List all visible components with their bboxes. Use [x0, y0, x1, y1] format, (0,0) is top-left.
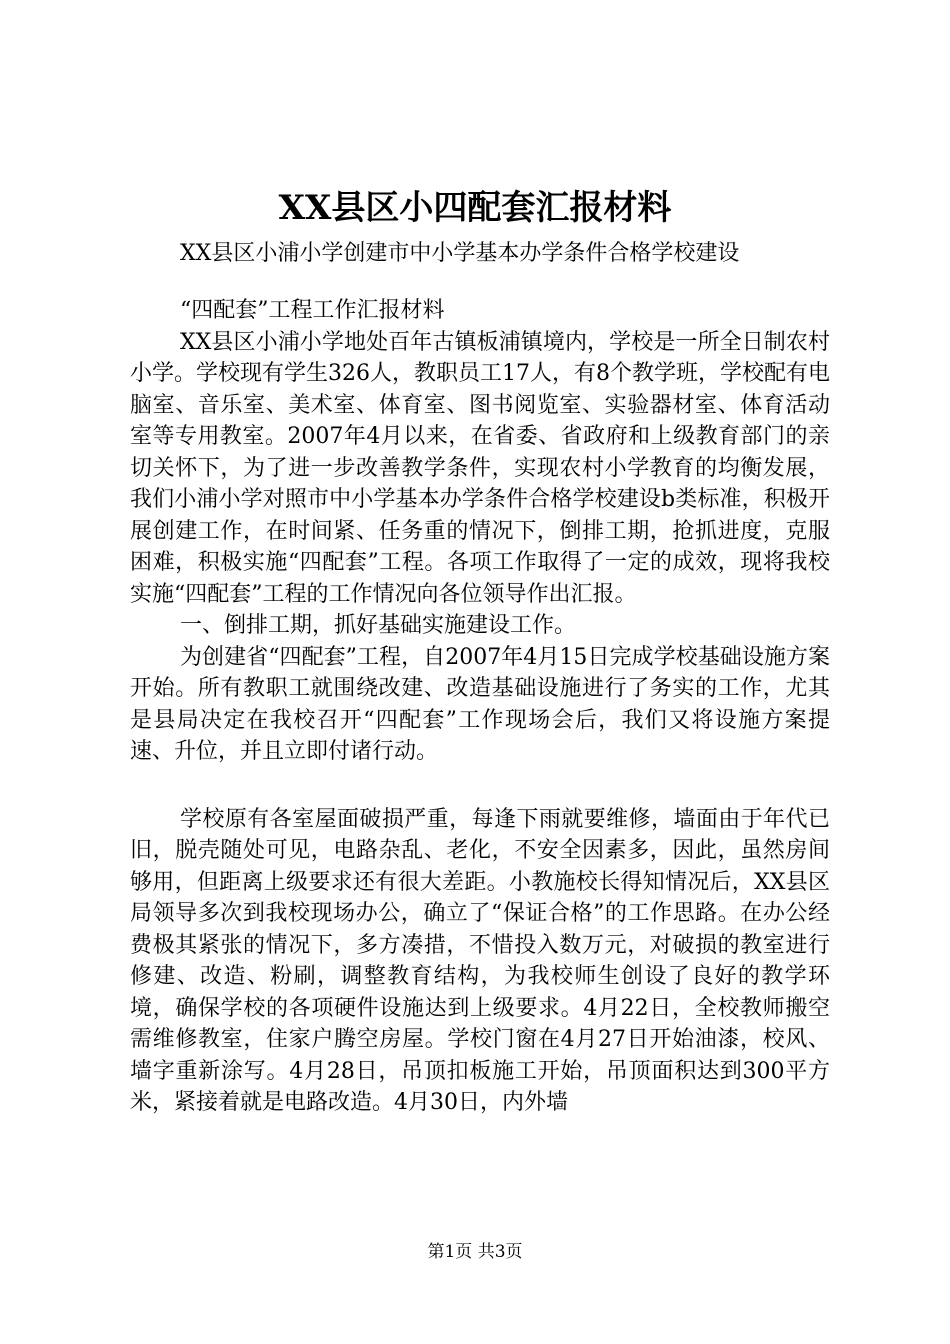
document-body [130, 295, 830, 1119]
paragraph-section-2: 学校原有各室屋面破损严重，每逢下雨就要维修，墙面由于年代已旧，脱壳随处可见，电路杂乱、老化，不安全因素多，因此，虽然房间够用，但距离上级要求还有很大差距。小教施校长得知情况后，XX县区局领导多次到我校现场办公，确立了“保证合格”的工作思路。在办公经费极其紧张的情况下，多方凑措，不惜投入数万元，对破损的教室进行修建、改造、粉刷，调整教育结构，为我校师生创设了良好的教学环境，确保学校的各项硬件设施达到上级要求。4月22日，全校教师搬空需维修教室，住家户腾空房屋。学校门窗在4月27日开始油漆，校风、墙字重新涂写。4月28日，吊顶扣板施工开始，吊顶面积达到300平方米，紧接着就是电路改造。4月30日，内外墙 [130, 806, 830, 1115]
paragraph-intro: XX县区小浦小学地处百年古镇板浦镇境内，学校是一所全日制农村小学。学校现有学生326人，教职员工17人，有8个教学班，学校配有电脑室、音乐室、美术室、体育室、图书阅览室、实验器材室、体育活动室等专用教室。2007年4月以来，在省委、省政府和上级教育部门的亲切关怀下，为了进一步改善教学条件，实现农村小学教育的均衡发展，我们小浦小学对照市中小学基本办学条件合格学校建设b类标准，积极开展创建工作，在时间紧、任务重的情况下，倒排工期，抢抓进度，克服困难，积极实施“四配套”工程。各项工作取得了一定的成效，现将我校实施“四配套”工程的工作情况向各位领导作出汇报。 [130, 329, 830, 607]
document-subtitle: XX县区小浦小学创建市中小学基本办学条件合格学校建设 [180, 241, 740, 266]
page-footer: 第1页 共3页 [427, 1242, 523, 1262]
section-heading-1: 一、倒排工期，抓好基础实施建设工作。 [180, 613, 577, 638]
paragraph-section-1: 为创建省“四配套”工程，自2007年4月15日完成学校基础设施方案开始。所有教职工就围绕改建、改造基础设施进行了务实的工作，尤其是县局决定在我校召开“四配套”工作现场会后，我们又将设施方案提速、升位，并且立即付诸行动。 [130, 644, 830, 764]
subheading: “四配套”工程工作汇报材料 [180, 298, 445, 323]
paragraph-gap [130, 768, 830, 804]
document-title: XX县区小四配套汇报材料 [278, 188, 672, 228]
